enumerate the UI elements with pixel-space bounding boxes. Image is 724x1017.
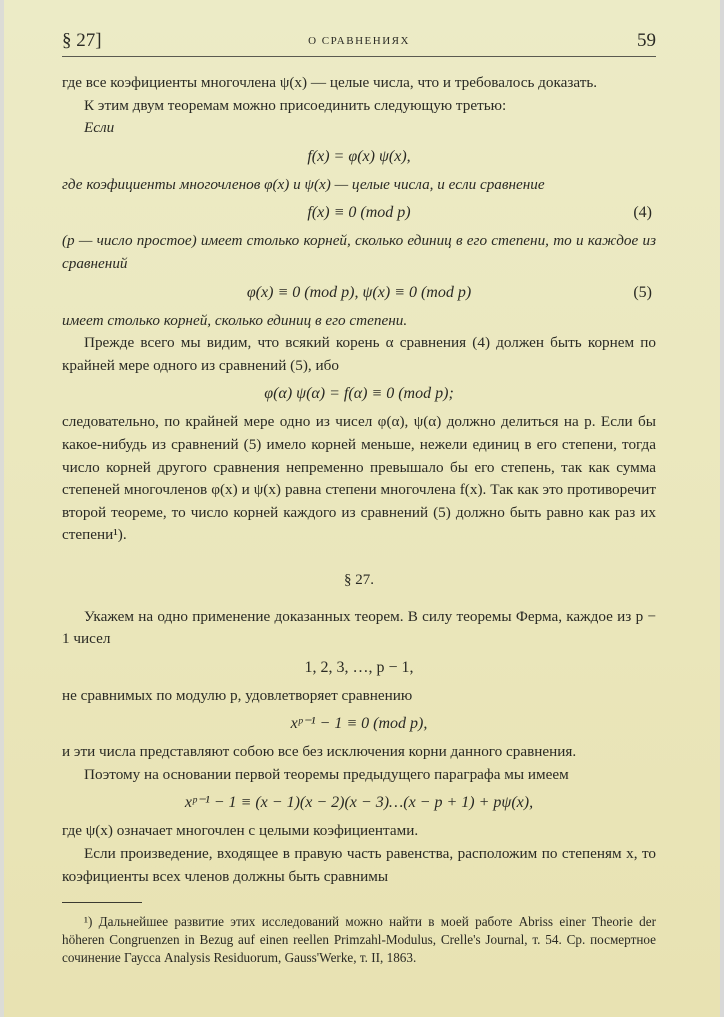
equation-number: (5): [633, 283, 652, 301]
equation: φ(α) ψ(α) = f(α) ≡ 0 (mod p);: [264, 385, 454, 403]
paragraph: не сравнимых по модулю p, удовлетворяет сравнению: [62, 686, 413, 704]
paragraph: Прежде всего мы видим, что всякий корень α сравнения (4) должен быть корнем по крайней мере одного из сравнений (5), ибо: [62, 334, 656, 374]
theorem-text: где коэфициенты многочленов φ(x) и ψ(x) — целые числа, и если сравнение: [62, 175, 545, 193]
theorem-intro: Если: [84, 119, 115, 137]
paragraph: следовательно, по крайней мере одно из чисел φ(α), ψ(α) должно делиться на p. Если бы какое-нибудь из сравнений (5) имело корней меньше, нежели единиц в его степени, тогда число корней другого сравнения непременно превышало бы его степень, так как сумма степеней многочленов φ(x) и ψ(x) равна степени многочлена f(x). Так как это противоречит второй теореме, то число корней каждого из сравнений (5) должно быть равно как раз их степени¹).: [62, 413, 656, 544]
equation-5: [62, 280, 656, 306]
paragraph: Поэтому на основании первой теоремы предыдущего параграфа мы имеем: [84, 765, 569, 783]
paragraph: где ψ(x) означает многочлен с целыми коэфициентами.: [62, 822, 419, 840]
paragraph: К этим двум теоремам можно присоединить следующую третью:: [84, 96, 507, 114]
theorem-text: имеет столько корней, сколько единиц в его степени.: [62, 311, 408, 329]
paragraph: Укажем на одно применение доказанных теорем. В силу теоремы Ферма, каждое из p − 1 чисел: [62, 607, 656, 648]
footnote-divider: [62, 902, 142, 903]
equation: 1, 2, 3, …, p − 1,: [304, 658, 414, 676]
equation: xᵖ⁻¹ − 1 ≡ (x − 1)(x − 2)(x − 3)…(x − p + 1) + pψ(x),: [184, 794, 534, 812]
theorem-text: (p — число простое) имеет столько корней, сколько единиц в его степени, то и каждое из сравнений: [62, 232, 656, 272]
page-number: 59: [637, 30, 656, 51]
equation-body: φ(x) ≡ 0 (mod p), ψ(x) ≡ 0 (mod p): [246, 283, 472, 301]
running-header: [62, 30, 656, 57]
header-section-ref: § 27]: [62, 30, 102, 51]
page-body: [62, 72, 656, 967]
footnote: ¹) Дальнейшее развитие этих исследований можно найти в моей работе Abriss einer Theorie der höheren Congruenzen in Bezug auf einen reellen Primzahl-Modulus, Crelle's Journal, т. 54. Ср. посмертное сочинение Гаусса Analysis Residuorum, Gauss'Werke, т. II, 1863.: [62, 914, 656, 966]
equation-number: (4): [633, 204, 652, 222]
section-heading: § 27.: [344, 571, 374, 588]
equation-body: f(x) ≡ 0 (mod p): [307, 204, 411, 222]
paragraph: где все коэфициенты многочлена ψ(x) — целые числа, что и требовалось доказать.: [62, 74, 598, 91]
header-running-title: О СРАВНЕНИЯХ: [308, 35, 410, 47]
equation-4: [62, 200, 656, 226]
book-page: [4, 0, 720, 1017]
paragraph: и эти числа представляют собою все без исключения корни данного сравнения.: [62, 743, 577, 761]
equation: xᵖ⁻¹ − 1 ≡ 0 (mod p),: [290, 715, 428, 733]
equation: f(x) = φ(x) ψ(x),: [307, 147, 411, 165]
paragraph: Если произведение, входящее в правую часть равенства, расположим по степеням x, то коэфициенты всех членов должны быть сравнимы: [62, 845, 656, 885]
scan-edge-right: [720, 0, 724, 1017]
